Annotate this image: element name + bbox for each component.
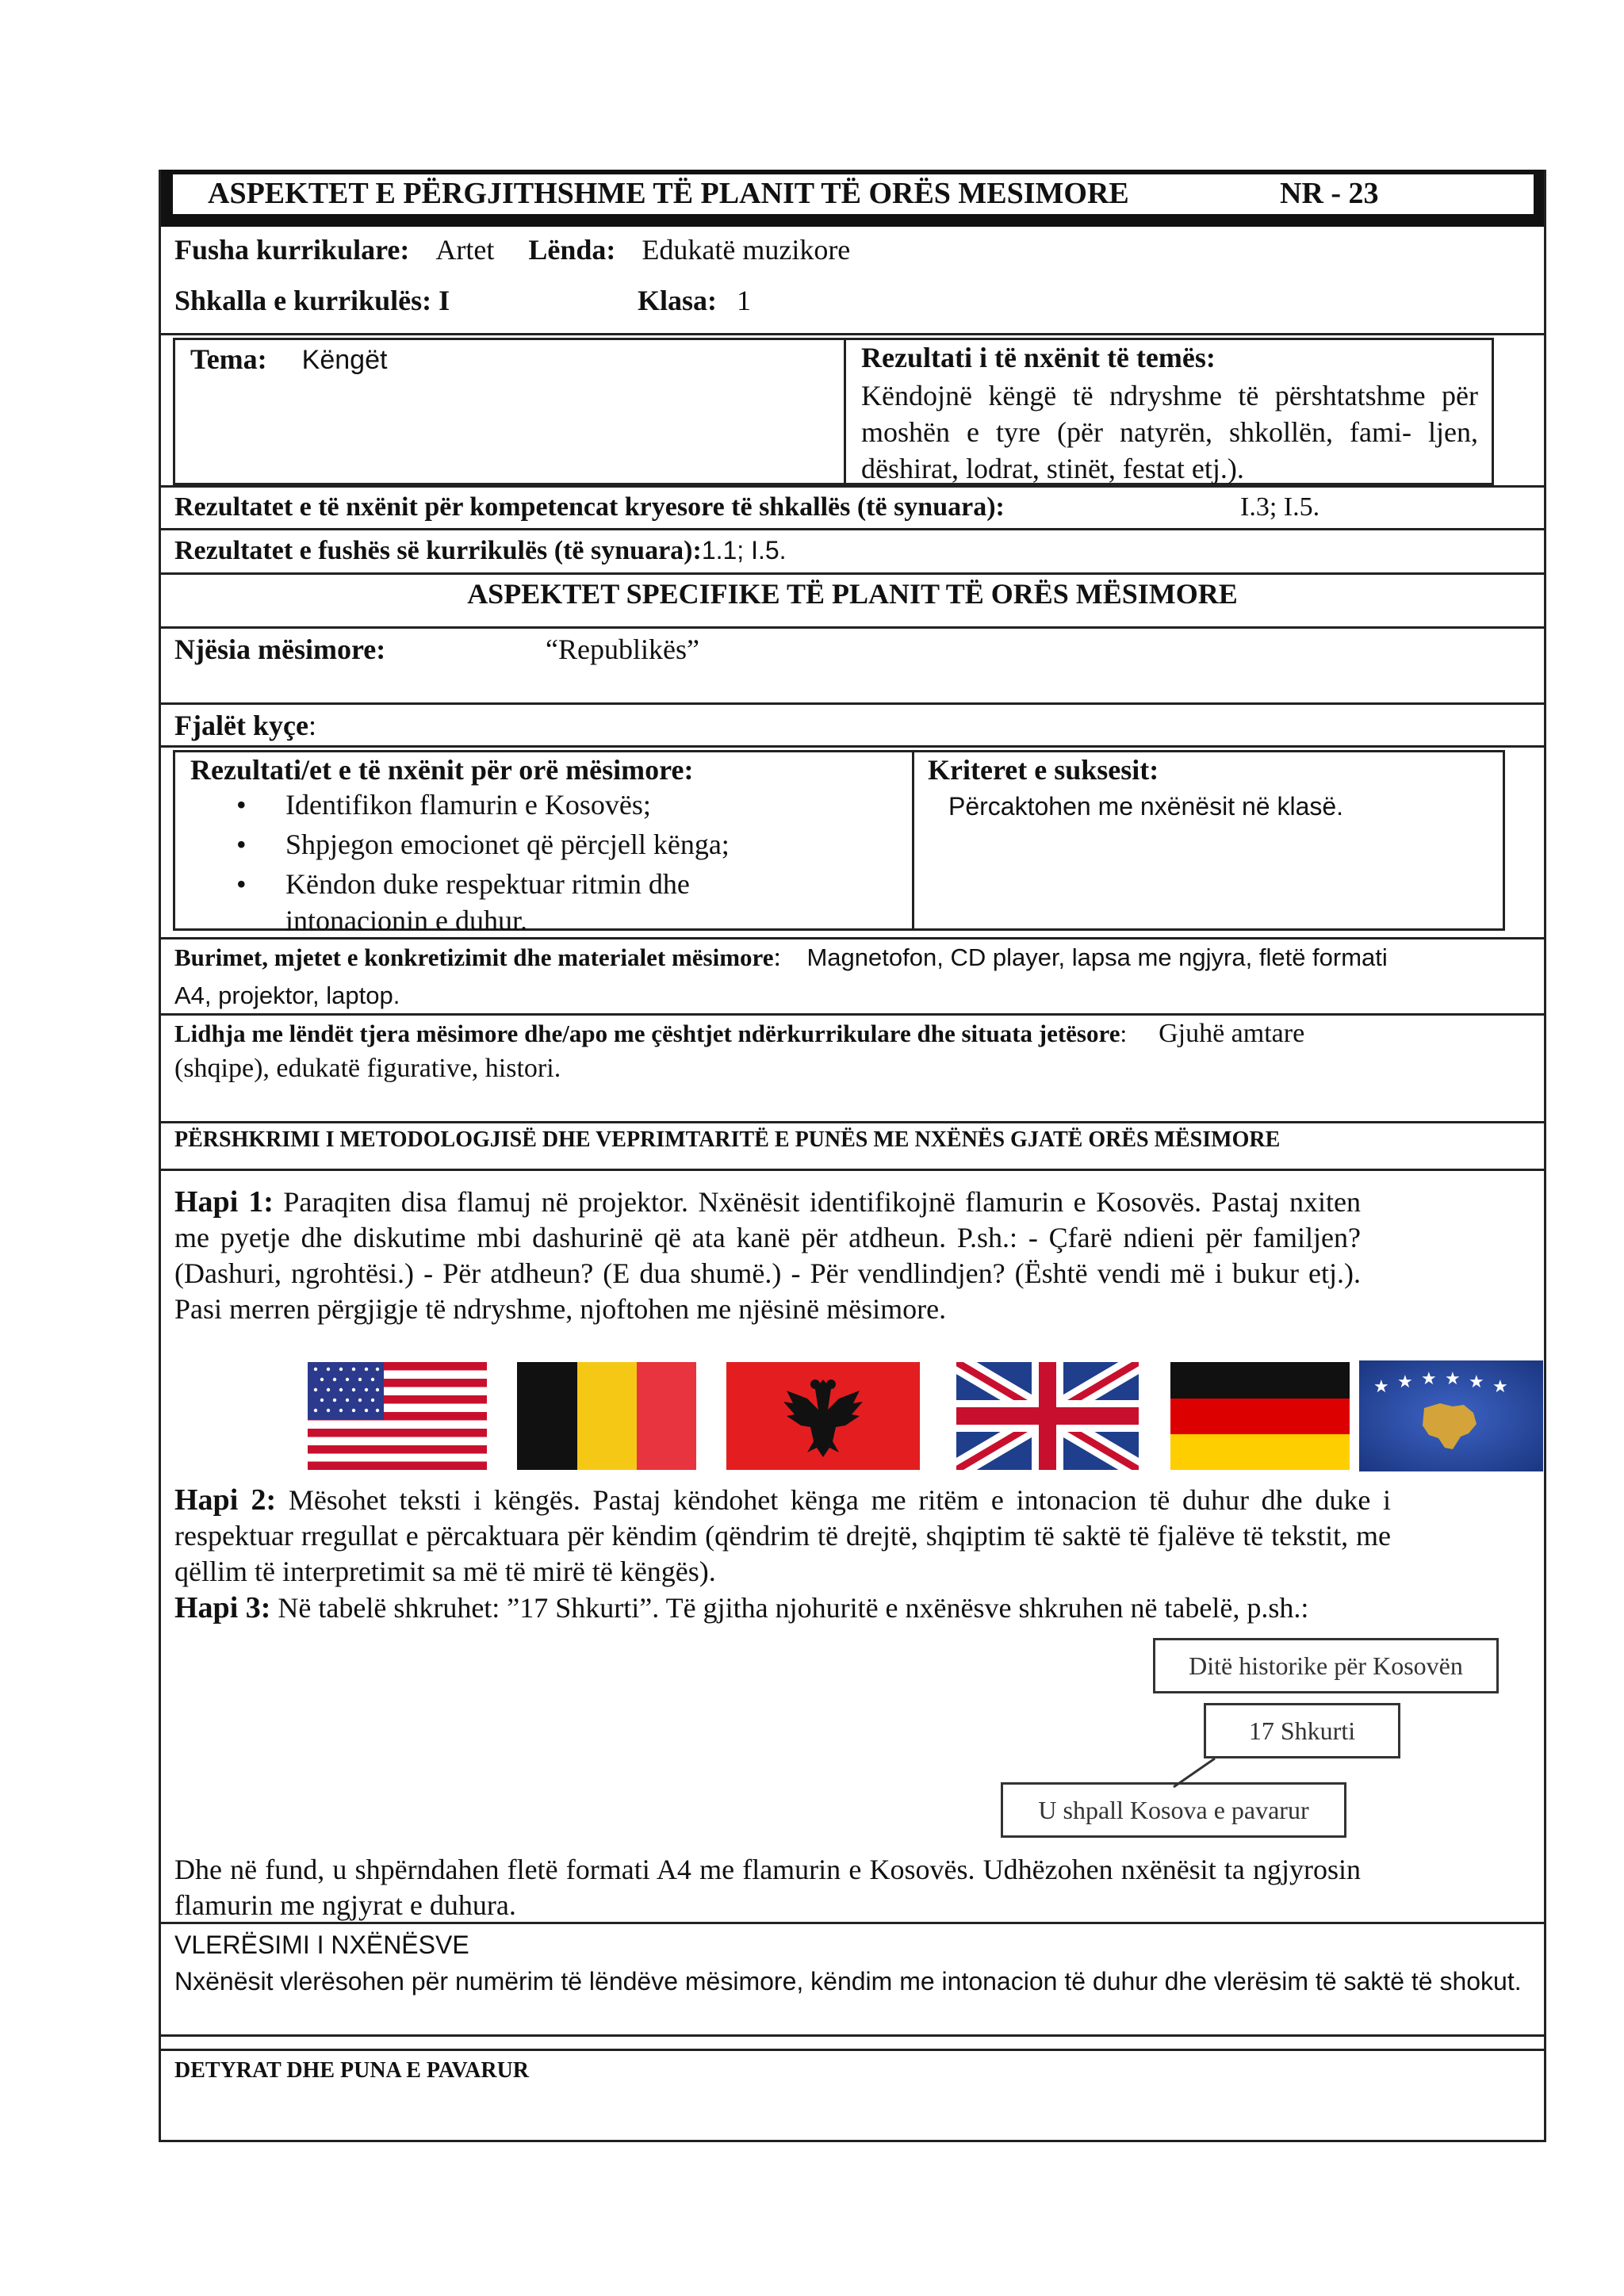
divider [159, 1013, 1546, 1016]
lenda-label: Lënda: [528, 234, 616, 266]
lidhja-label: Lidhja me lëndët tjera mësimore dhe/apo me çështjet ndërkurrikulare dhe situata jetësore [174, 1020, 1120, 1047]
tema-value: Këngët [301, 345, 388, 375]
hapi3-text [174, 1590, 1475, 1626]
svg-text:★: ★ [1397, 1372, 1413, 1392]
frame-left [159, 170, 161, 2142]
fusha-label: Fusha kurrikulare: [174, 234, 410, 266]
metodologjia-title: PËRSHKRIMI I METODOLOGJISË DHE VEPRIMTARITË E PUNËS ME NXËNËS GJATË ORËS MËSIMORE [174, 1127, 1281, 1152]
lidhja-value-2: (shqipe), edukatë figurative, histori. [174, 1054, 561, 1083]
burimet-colon: : [773, 943, 781, 972]
fjalet-label: Fjalët kyçe [174, 710, 308, 741]
hapi2-label: Hapi 2: [174, 1483, 277, 1517]
divider [159, 333, 1546, 335]
map-box-ditë-historike: Ditë historike për Kosovën [1153, 1638, 1499, 1693]
rezultati-temes-text: Këndojnë këngë të ndryshme të përshtatshme për moshën e tyre (për natyrën, shkollën, fami- ljen, dëshirat, lodrat, stinët, festat etj.). [861, 380, 1478, 484]
tema-divider [844, 338, 846, 485]
fjalet-row [174, 707, 316, 744]
detyrat-title: DETYRAT DHE PUNA E PAVARUR [174, 2058, 530, 2083]
divider [159, 702, 1546, 705]
njesia-label: Njësia mësimore: [174, 633, 386, 665]
fusha-row [174, 232, 850, 268]
rezultatet-ores-label: Rezultati/et e të nxënit për orë mësimore: [190, 754, 694, 786]
divider [159, 2049, 1546, 2051]
klasa-label: Klasa: [638, 285, 718, 316]
list-item: • Këndon duke respektuar ritmin dhe intonacionin e duhur. [285, 866, 777, 939]
shkalla-label: Shkalla e kurrikulës: I [174, 285, 450, 316]
uk-flag [956, 1362, 1139, 1470]
svg-text:★: ★ [1421, 1369, 1437, 1389]
divider [159, 2034, 1546, 2037]
divider [159, 745, 1546, 748]
map-box-17-shkurti: 17 Shkurti [1204, 1703, 1400, 1758]
klasa-row [638, 282, 751, 319]
hapi1-label: Hapi 1: [174, 1185, 274, 1219]
kriteret-value: Përcaktohen me nxënësit në klasë. [948, 792, 1344, 821]
burimet-value: Magnetofon, CD player, lapsa me ngjyra, fletë formati [806, 943, 1388, 971]
lesson-number: NR - 23 [1280, 177, 1379, 210]
list-item: • Shpjegon emocionet që përcjell kënga; [285, 826, 936, 863]
lidhja-colon: : [1120, 1020, 1128, 1047]
fusha-rez-row [174, 533, 787, 568]
list-item: • Identifikon flamurin e Kosovës; [285, 786, 936, 823]
klasa-value: 1 [737, 285, 752, 316]
usa-flag [308, 1362, 487, 1470]
fusha-value: Artet [435, 234, 495, 266]
njesia-value: “Republikës” [546, 633, 699, 665]
rezultati-temes-label: Rezultati i të nxënit të temës: [861, 342, 1216, 373]
lenda-value: Edukatë muzikore [642, 234, 851, 266]
svg-text:★: ★ [1445, 1369, 1461, 1389]
divider [159, 1922, 1546, 1924]
kompetencat-label: Rezultatet e të nxënit për kompetencat kryesore të shkallës (të synuara): [174, 492, 1005, 522]
page-title: ASPEKTET E PËRGJITHSHME TË PLANIT TË ORËS MESIMORE [208, 177, 1129, 210]
kompetencat-value: I.3; I.5. [1240, 492, 1320, 522]
map-connector [1166, 1752, 1229, 1792]
divider [159, 485, 1546, 488]
svg-text:★: ★ [1492, 1377, 1508, 1397]
lidhja-row [174, 1016, 1530, 1056]
tema-row [190, 341, 387, 377]
frame-bottom [159, 2140, 1546, 2142]
kriteret-label: Kriteret e suksesit: [928, 754, 1159, 786]
hapi2-body: Mësohet teksti i këngës. Pastaj këndohet kënga me ritëm e intonacion të duhur dhe duke i respektuar rregullat e përcaktuara për këndim (qëndrim të drejtë, shqiptim të saktë të fjalëve të tekstit, me qëllim të interpretimit sa më të mirë të këngës). [174, 1484, 1392, 1587]
divider [159, 937, 1546, 939]
burimet-value-2: A4, projektor, laptop. [174, 982, 400, 1009]
burimet-row [174, 940, 1530, 975]
fusha-rez-value: 1.1; I.5. [701, 536, 787, 564]
tema-label: Tema: [190, 343, 267, 375]
divider [159, 1121, 1546, 1123]
rezultatet-ores-list [174, 786, 936, 939]
lidhja-value: Gjuhë amtare [1159, 1019, 1305, 1048]
belgium-flag [517, 1362, 696, 1470]
hapi1-body: Paraqiten disa flamuj në projektor. Nxënësit identifikojnë flamurin e Kosovës. Pastaj nxiten me pyetje dhe diskutime mbi dashurinë që ata kanë për atdheun. P.sh.: - Çfarë ndieni për familjen? (Dashuri, ngrohtësi.) - Për atdheun? (E dua shumë.) - Për vendlindjen? (Është vendi më i bukur etj.). Pasi merren përgjigje të ndryshme, njoftohen me njësinë mësimore. [174, 1186, 1361, 1325]
hapi3-label: Hapi 3: [174, 1591, 271, 1624]
divider [159, 528, 1546, 530]
vleresimi-text: Nxënësit vlerësohen për numërim të lëndëve mësimore, këndim me intonacion të duhur dhe vlerësim të saktë të shokut. [174, 1967, 1522, 1996]
burimet-label: Burimet, mjetet e konkretizimit dhe materialet mësimore [174, 943, 774, 971]
hapi1-text [174, 1184, 1361, 1327]
specifike-title: ASPEKTET SPECIFIKE TË PLANIT TË ORËS MËSIMORE [467, 578, 1238, 610]
hapi3-body: Në tabelë shkruhet: ”17 Shkurti”. Të gjitha njohuritë e nxënësve shkruhen në tabelë, p.sh.: [278, 1592, 1309, 1624]
frame-right [1544, 170, 1546, 2142]
svg-text:★: ★ [1373, 1377, 1389, 1397]
fusha-rez-label: Rezultatet e fushës së kurrikulës (të synuara): [174, 536, 702, 565]
vleresimi-title: VLERËSIMI I NXËNËSVE [174, 1931, 469, 1959]
hapi2-text [174, 1483, 1391, 1590]
divider [159, 1169, 1546, 1171]
kosovo-flag [1359, 1360, 1543, 1471]
fund-text: Dhe në fund, u shpërndahen fletë formati A4 me flamurin e Kosovës. Udhëzohen nxënësit ta ngjyrosin flamurin me ngjyrat e duhura. [174, 1854, 1361, 1921]
divider [159, 626, 1546, 629]
fjalet-colon: : [308, 710, 316, 741]
map-box-pavarur: U shpall Kosova e pavarur [1001, 1782, 1346, 1838]
svg-text:★: ★ [1469, 1372, 1484, 1392]
divider [159, 572, 1546, 575]
albania-flag [726, 1362, 920, 1470]
germany-flag [1170, 1362, 1350, 1470]
